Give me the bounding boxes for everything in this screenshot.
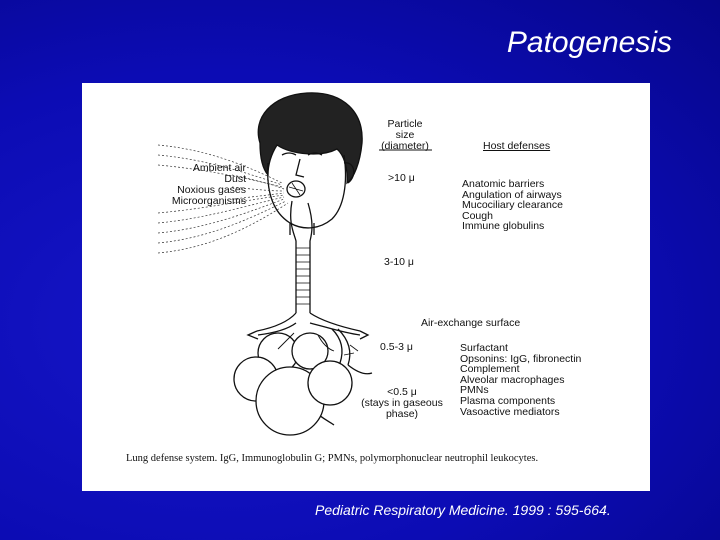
particle-size-header-line3: (diameter) [381, 140, 429, 152]
host-defenses-header: Host defenses [483, 140, 551, 152]
slide-title: Patogenesis [506, 26, 672, 59]
list-item: Opsonins: IgG, fibronectin [460, 352, 582, 365]
ambient-label-microorganisms: Microorganisms [171, 195, 246, 207]
list-item: Angulation of airways [462, 188, 562, 201]
eye-left [282, 153, 296, 155]
size-lt05: <0.5 μ [387, 386, 417, 398]
list-item: Anatomic barriers [462, 178, 545, 190]
lung-defense-drawing [82, 83, 650, 491]
air-exchange-surface-label: Air-exchange surface [421, 317, 521, 329]
size-0.5-3: 0.5-3 μ [380, 341, 413, 353]
particle-size-header-line1: Particle [387, 118, 423, 130]
list-item: PMNs [460, 384, 489, 397]
face [268, 155, 346, 228]
citation: Pediatric Respiratory Medicine. 1999 : 595-664. [315, 502, 611, 518]
list-item: Cough [462, 209, 493, 222]
list-item: Mucociliary clearance [462, 199, 563, 212]
ambient-label-air: Ambient air [192, 162, 246, 174]
lung-defense-figure [82, 83, 650, 491]
list-item: Immune globulins [462, 220, 545, 233]
size-gt10: >10 μ [388, 172, 415, 184]
list-item: Vasoactive mediators [460, 405, 560, 418]
alveolar-defenses-list [460, 343, 581, 417]
size-lt05-note-1: (stays in gaseous [361, 397, 443, 409]
ambient-labels [160, 163, 246, 207]
particle-size-header [370, 119, 440, 152]
nose [296, 159, 304, 177]
hair [258, 93, 362, 183]
size-3-10: 3-10 μ [384, 256, 414, 268]
ambient-label-gases: Noxious gases [177, 184, 246, 196]
bronchi [257, 313, 360, 335]
upper-defenses-list [462, 179, 563, 232]
figure-caption: Lung defense system. IgG, Immunoglobulin G; PMNs, polymorphonuclear neutrophil leukocytes. [126, 453, 539, 464]
list-item: Alveolar macrophages [460, 373, 565, 386]
ambient-label-dust: Dust [224, 173, 246, 185]
size-lt05-note-2: phase) [385, 408, 419, 420]
alveoli [234, 333, 352, 435]
particle-size-header-line2: size [395, 129, 415, 141]
size-lt05-block [352, 387, 452, 420]
list-item: Plasma components [460, 394, 556, 407]
list-item: Surfactant [460, 342, 508, 354]
list-item: Complement [460, 363, 520, 376]
